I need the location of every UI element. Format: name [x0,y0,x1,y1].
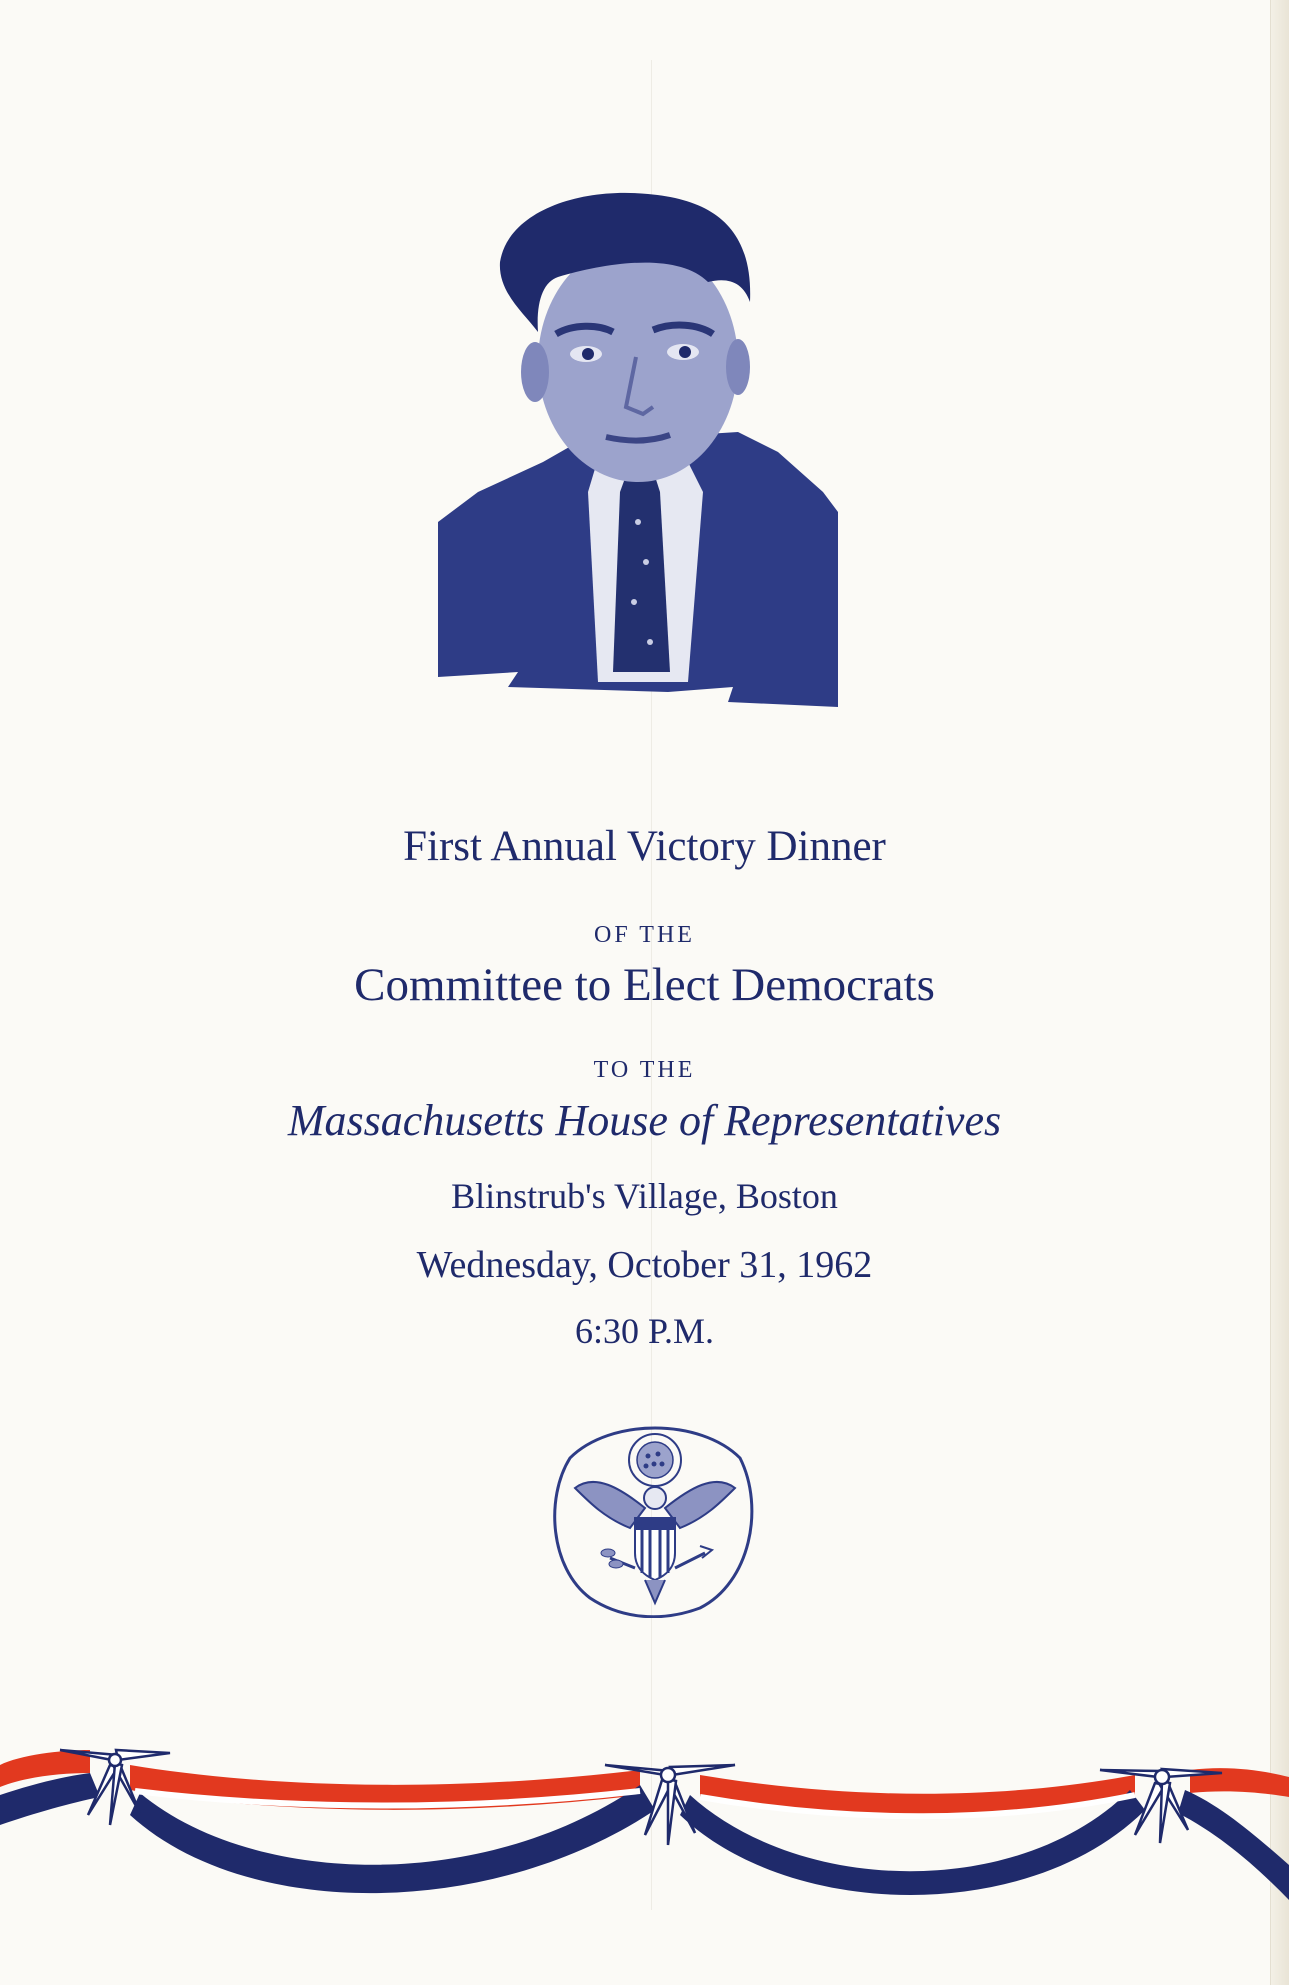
of-the-label: OF THE [594,922,695,948]
to-the-label: TO THE [593,1057,696,1083]
house-name: Massachusetts House of Representatives [287,1096,1002,1145]
date-text: Wednesday, October 31, 1962 [416,1244,873,1286]
venue-text: Blinstrub's Village, Boston [451,1176,838,1216]
committee-name: Committee to Elect Democrats [354,959,935,1011]
eagle-seal-icon [550,1418,760,1618]
patriotic-bunting [0,1705,1289,1925]
event-title: First Annual Victory Dinner [403,823,886,870]
portrait-illustration [438,192,838,707]
portrait-photo [438,192,838,707]
great-seal-emblem [550,1418,760,1618]
time-text: 6:30 P.M. [574,1311,715,1351]
bunting-decoration [0,1705,1289,1925]
